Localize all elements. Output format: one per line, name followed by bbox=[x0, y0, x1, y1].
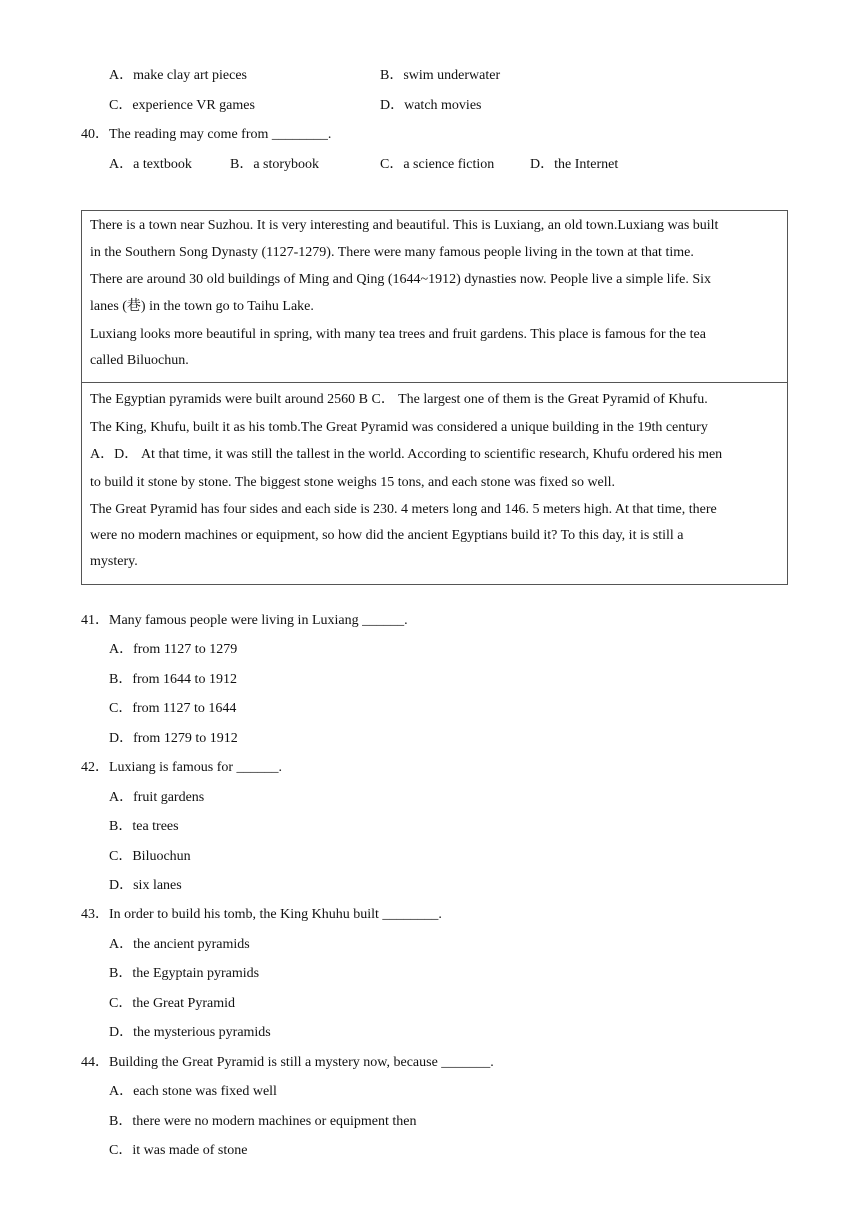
q42-option-c: C．Biluochun bbox=[109, 849, 191, 864]
q44-stem: 44．Building the Great Pyramid is still a mystery now, because _______. bbox=[81, 1055, 494, 1070]
q41-option-d: D．from 1279 to 1912 bbox=[109, 731, 238, 746]
q39-option-d: D．watch movies bbox=[380, 98, 482, 113]
q40-stem: 40．The reading may come from ________. bbox=[81, 127, 332, 142]
q43-option-d: D．the mysterious pyramids bbox=[109, 1025, 271, 1040]
q44-option-b: B．there were no modern machines or equipment then bbox=[109, 1114, 417, 1129]
passage-pyramid-line: The Egyptian pyramids were built around 2560 B C． The largest one of them is the Great Pyramid of Khufu. bbox=[90, 392, 708, 407]
passage-pyramid-line: mystery. bbox=[90, 554, 138, 569]
q41-option-a: A．from 1127 to 1279 bbox=[109, 642, 238, 657]
q43-option-b: B．the Egyptain pyramids bbox=[109, 966, 260, 981]
q39-option-b: B．swim underwater bbox=[380, 68, 501, 83]
q43-stem: 43．In order to build his tomb, the King Khuhu built ________. bbox=[81, 907, 442, 922]
passage-pyramid-line: The King, Khufu, built it as his tomb.The Great Pyramid was considered a unique building in the 19th century bbox=[90, 420, 708, 435]
q43-option-c: C．the Great Pyramid bbox=[109, 996, 235, 1011]
passage-luxiang-line: Luxiang looks more beautiful in spring, with many tea trees and fruit gardens. This place is famous for the tea bbox=[90, 327, 706, 342]
q42-option-a: A．fruit gardens bbox=[109, 790, 205, 805]
passage-pyramid-line: were no modern machines or equipment, so how did the ancient Egyptians build it? To this day, it is still a bbox=[90, 528, 684, 543]
q40-option-b: B．a storybook bbox=[230, 157, 320, 172]
q42-option-d: D．six lanes bbox=[109, 878, 182, 893]
q43-option-a: A．the ancient pyramids bbox=[109, 937, 250, 952]
passage-pyramid bbox=[82, 383, 787, 584]
passage-luxiang-line: lanes (巷) in the town go to Taihu Lake. bbox=[90, 299, 314, 314]
q44-option-c: C．it was made of stone bbox=[109, 1143, 248, 1158]
q41-option-c: C．from 1127 to 1644 bbox=[109, 701, 237, 716]
q40-option-c: C．a science fiction bbox=[380, 157, 495, 172]
q40-option-a: A．a textbook bbox=[109, 157, 192, 172]
q42-stem: 42．Luxiang is famous for ______. bbox=[81, 760, 283, 775]
q41-stem: 41．Many famous people were living in Luxiang ______. bbox=[81, 613, 408, 628]
passage-pyramid-line: A．D． At that time, it was still the tallest in the world. According to scientific research, Khufu ordered his men bbox=[90, 447, 723, 462]
passage-luxiang bbox=[82, 211, 787, 383]
q40-option-d: D．the Internet bbox=[530, 157, 619, 172]
q41-option-b: B．from 1644 to 1912 bbox=[109, 672, 237, 687]
passage-luxiang-line: in the Southern Song Dynasty (1127-1279). There were many famous people living in the town at that time. bbox=[90, 245, 694, 260]
q42-option-b: B．tea trees bbox=[109, 819, 179, 834]
reading-passages-table bbox=[81, 210, 788, 585]
q44-option-a: A．each stone was fixed well bbox=[109, 1084, 277, 1099]
passage-pyramid-line: to build it stone by stone. The biggest stone weighs 15 tons, and each stone was fixed so well. bbox=[90, 475, 616, 490]
passage-pyramid-line: The Great Pyramid has four sides and each side is 230. 4 meters long and 146. 5 meters high. At that time, there bbox=[90, 502, 717, 517]
passage-luxiang-line: There are around 30 old buildings of Ming and Qing (1644~1912) dynasties now. People live a simple life. Six bbox=[90, 272, 712, 287]
q39-option-a: A．make clay art pieces bbox=[109, 68, 247, 83]
q39-option-c: C．experience VR games bbox=[109, 98, 255, 113]
passage-luxiang-line: called Biluochun. bbox=[90, 353, 189, 368]
passage-luxiang-line: There is a town near Suzhou. It is very interesting and beautiful. This is Luxiang, an old town.Luxiang was built bbox=[90, 218, 719, 233]
